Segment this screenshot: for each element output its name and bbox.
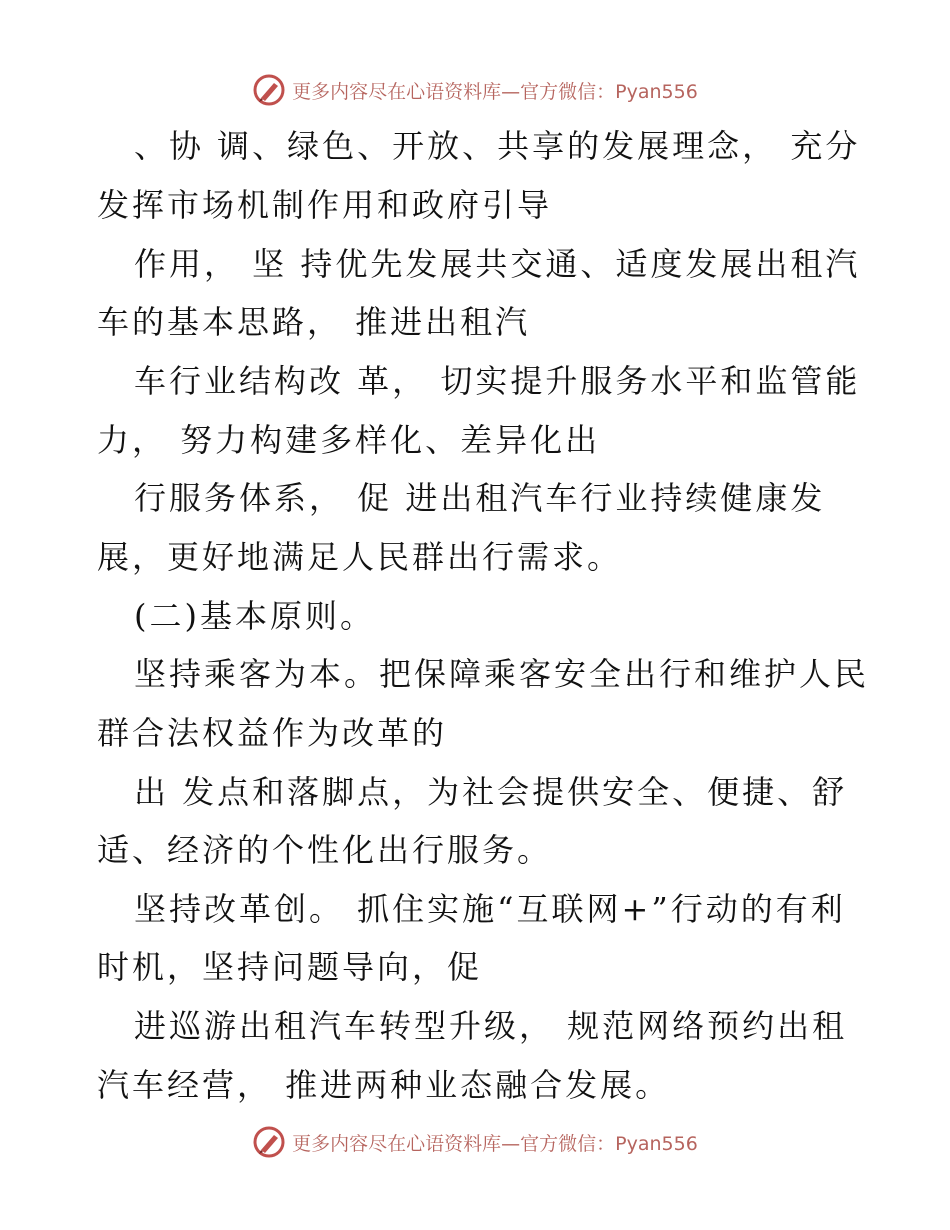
paragraph-line: 汽车经营， 推进两种业态融合发展。 bbox=[97, 1066, 671, 1104]
paragraph-line: 展，更好地满足人民群出行需求。 bbox=[97, 538, 623, 576]
footer-watermark bbox=[0, 1124, 950, 1160]
paragraph-line: 时机，坚持问题导向，促 bbox=[97, 948, 483, 986]
paragraph-line: 坚持乘客为本。把保障乘客安全出行和维护人民 bbox=[134, 655, 870, 693]
paragraph-line: 群合法权益作为改革的 bbox=[97, 714, 448, 752]
section-heading: (二)基本原则。 bbox=[134, 597, 375, 635]
pen-logo-icon bbox=[252, 73, 286, 107]
paragraph-line: 出 发点和落脚点，为社会提供安全、便捷、舒 bbox=[134, 773, 848, 811]
header-watermark bbox=[0, 72, 950, 108]
watermark-text: 更多内容尽在心语资料库—官方微信：Pyan556 bbox=[292, 80, 698, 103]
paragraph-line: 车的基本思路， 推进出租汽 bbox=[97, 303, 531, 341]
paragraph-line: 适、经济的个性化出行服务。 bbox=[97, 831, 553, 869]
paragraph-line: 进巡游出租汽车转型升级， 规范网络预约出租 bbox=[134, 1007, 848, 1045]
watermark-text: 更多内容尽在心语资料库—官方微信：Pyan556 bbox=[292, 1132, 698, 1155]
paragraph-line: 力， 努力构建多样化、差异化出 bbox=[97, 421, 601, 459]
paragraph-line: 发挥市场机制作用和政府引导 bbox=[97, 186, 553, 224]
paragraph-line: 行服务体系， 促 进出租汽车行业持续健康发 bbox=[134, 479, 826, 517]
paragraph-line: 作用， 坚 持优先发展共交通、适度发展出租汽 bbox=[134, 245, 861, 283]
paragraph-line: 、协 调、绿色、开放、共享的发展理念， 充分 bbox=[134, 127, 861, 165]
paragraph-line: 坚持改革创。 抓住实施“互联网+”行动的有利 bbox=[134, 890, 846, 928]
paragraph-line: 车行业结构改 革， 切实提升服务水平和监管能 bbox=[134, 362, 861, 400]
pen-logo-icon bbox=[252, 1125, 286, 1159]
